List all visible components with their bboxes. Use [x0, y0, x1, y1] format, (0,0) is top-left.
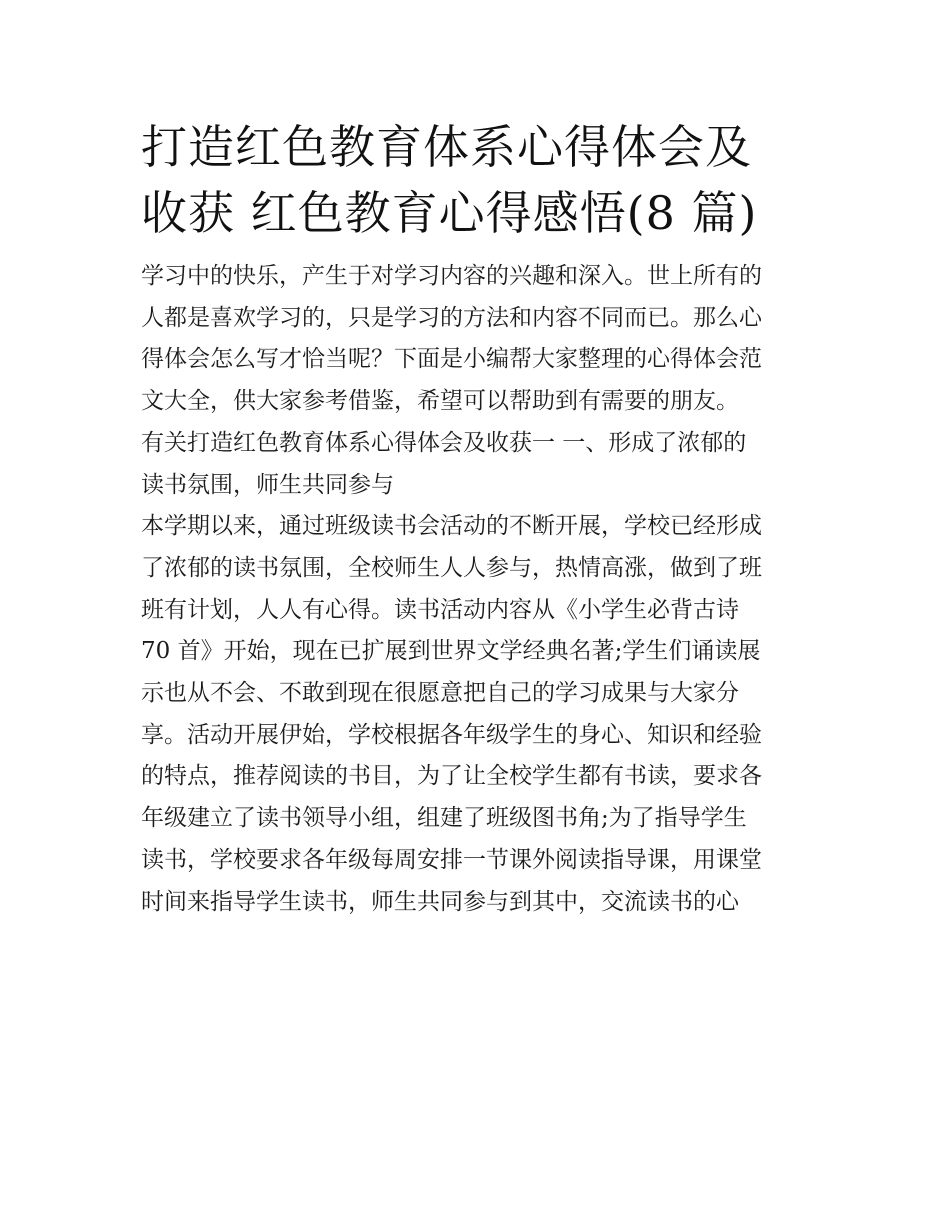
body-line: 年级建立了读书领导小组，组建了班级图书角;为了指导学生 — [141, 805, 747, 832]
document-body — [141, 256, 816, 923]
body-line: 人都是喜欢学习的，只是学习的方法和内容不同而已。那么心 — [141, 304, 762, 331]
body-line: 得体会怎么写才恰当呢？下面是小编帮大家整理的心得体会范 — [141, 346, 762, 373]
body-line: 的特点，推荐阅读的书目，为了让全校学生都有书读，要求各 — [141, 763, 762, 790]
body-line: 学习中的快乐，产生于对学习内容的兴趣和深入。世上所有的 — [141, 263, 762, 289]
body-line: 班有计划，人人有心得。读书活动内容从《小学生必背古诗 — [141, 596, 739, 623]
body-line: 本学期以来，通过班级读书会活动的不断开展，学校已经形成 — [141, 513, 762, 540]
body-line: 享。活动开展伊始，学校根据各年级学生的身心、知识和经验 — [141, 721, 762, 748]
title-line: 打造红色教育体系心得体会及 — [141, 120, 752, 174]
document-title — [141, 114, 816, 246]
body-line: 有关打造红色教育体系心得体会及收获一 一、形成了浓郁的 — [141, 429, 747, 456]
body-line: 读书，学校要求各年级每周安排一节课外阅读指导课，用课堂 — [141, 846, 762, 873]
body-line: 70 首》开始，现在已扩展到世界文学经典名著;学生们诵读展 — [141, 638, 761, 665]
body-line: 示也从不会、不敢到现在很愿意把自己的学习成果与大家分 — [141, 680, 739, 707]
body-line: 时间来指导学生读书，师生共同参与到其中，交流读书的心 — [141, 888, 739, 915]
body-line: 文大全，供大家参考借鉴，希望可以帮助到有需要的朋友。 — [141, 388, 739, 415]
title-line: 收获 红色教育心得感悟(8 篇) — [141, 186, 758, 240]
body-line: 了浓郁的读书氛围，全校师生人人参与，热情高涨，做到了班 — [141, 554, 762, 581]
document-content — [141, 114, 816, 923]
body-line: 读书氛围，师生共同参与 — [141, 471, 394, 498]
